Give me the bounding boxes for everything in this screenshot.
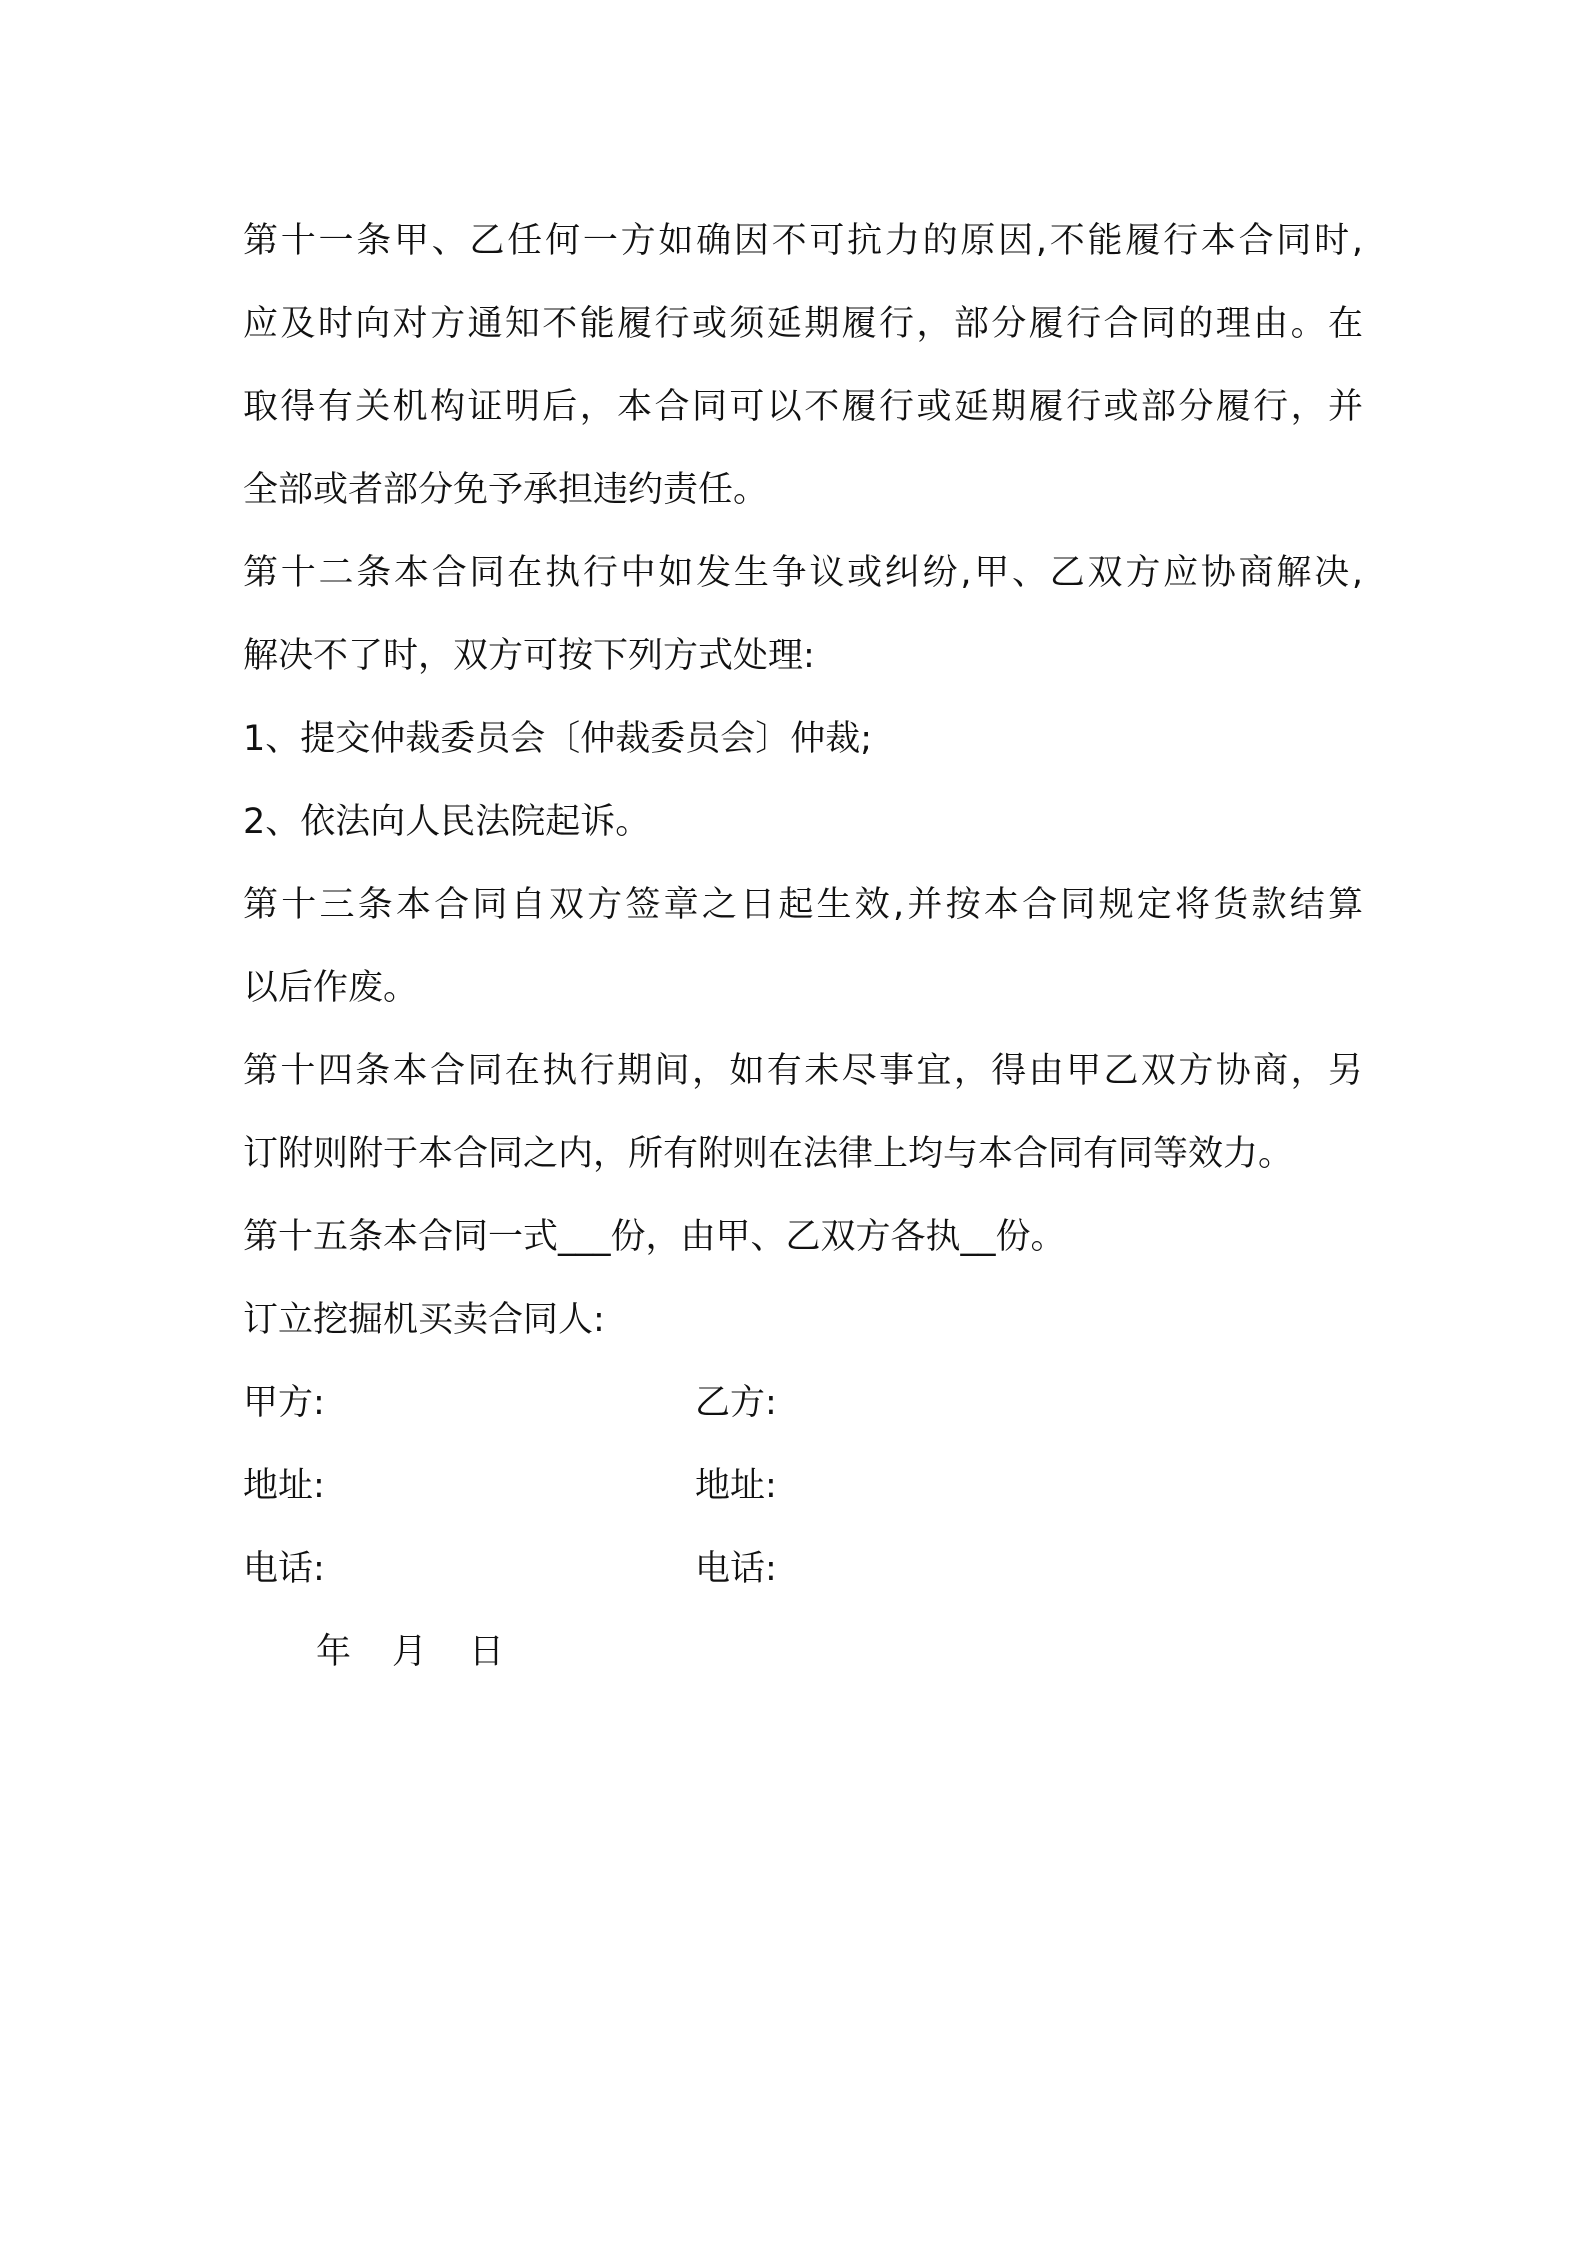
party-a-label: 甲方: <box>243 1383 325 1423</box>
phone-b-label: 电话: <box>695 1549 777 1589</box>
signature-block <box>243 1362 1363 1611</box>
article-14-paragraph <box>243 1030 1363 1196</box>
signature-row-phone <box>243 1528 1363 1611</box>
paragraph-line: 全部或者部分免予承担违约责任。 <box>243 470 769 510</box>
paragraph-line: 第十一条甲、乙任何一方如确因不可抗力的原因,不能履行本合同时, <box>243 221 1363 261</box>
paragraph-line: 2、依法向人民法院起诉。 <box>243 802 651 842</box>
article-13-paragraph <box>243 864 1363 1030</box>
list-item-arbitration <box>243 698 1363 781</box>
address-b-label: 地址: <box>695 1466 777 1506</box>
paragraph-line: 以后作废。 <box>243 968 419 1008</box>
signature-row-address <box>243 1445 1363 1528</box>
paragraph-line: 订附则附于本合同之内，所有附则在法律上均与本合同有同等效力。 <box>243 1134 1294 1174</box>
paragraph-line: 订立挖掘机买卖合同人: <box>243 1300 605 1340</box>
paragraph-line: 1、提交仲裁委员会〔仲裁委员会〕仲裁; <box>243 719 873 759</box>
phone-a-label: 电话: <box>243 1549 325 1589</box>
article-15-paragraph <box>243 1196 1363 1279</box>
document-content <box>243 200 1363 1694</box>
article-11-paragraph <box>243 200 1363 532</box>
paragraph-line: 解决不了时，双方可按下列方式处理: <box>243 636 815 676</box>
list-item-litigation <box>243 781 1363 864</box>
paragraph-line: 应及时向对方通知不能履行或须延期履行，部分履行合同的理由。在 <box>243 304 1363 344</box>
date-month-label: 月 <box>392 1632 428 1672</box>
paragraph-line: 第十三条本合同自双方签章之日起生效,并按本合同规定将货款结算 <box>243 885 1363 925</box>
date-year-label: 年 <box>316 1632 352 1672</box>
date-day-label: 日 <box>469 1632 505 1672</box>
party-b-label: 乙方: <box>695 1383 777 1423</box>
address-a-label: 地址: <box>243 1466 325 1506</box>
signatories-intro <box>243 1279 1363 1362</box>
paragraph-line: 第十四条本合同在执行期间，如有未尽事宜，得由甲乙双方协商，另 <box>243 1051 1363 1091</box>
paragraph-line: 取得有关机构证明后，本合同可以不履行或延期履行或部分履行，并 <box>243 387 1363 427</box>
date-line <box>243 1611 1363 1694</box>
signature-row-party <box>243 1362 1363 1445</box>
article-12-paragraph <box>243 532 1363 698</box>
paragraph-line: 第十五条本合同一式___份，由甲、乙双方各执__份。 <box>243 1217 1066 1257</box>
paragraph-line: 第十二条本合同在执行中如发生争议或纠纷,甲、乙双方应协商解决, <box>243 553 1363 593</box>
